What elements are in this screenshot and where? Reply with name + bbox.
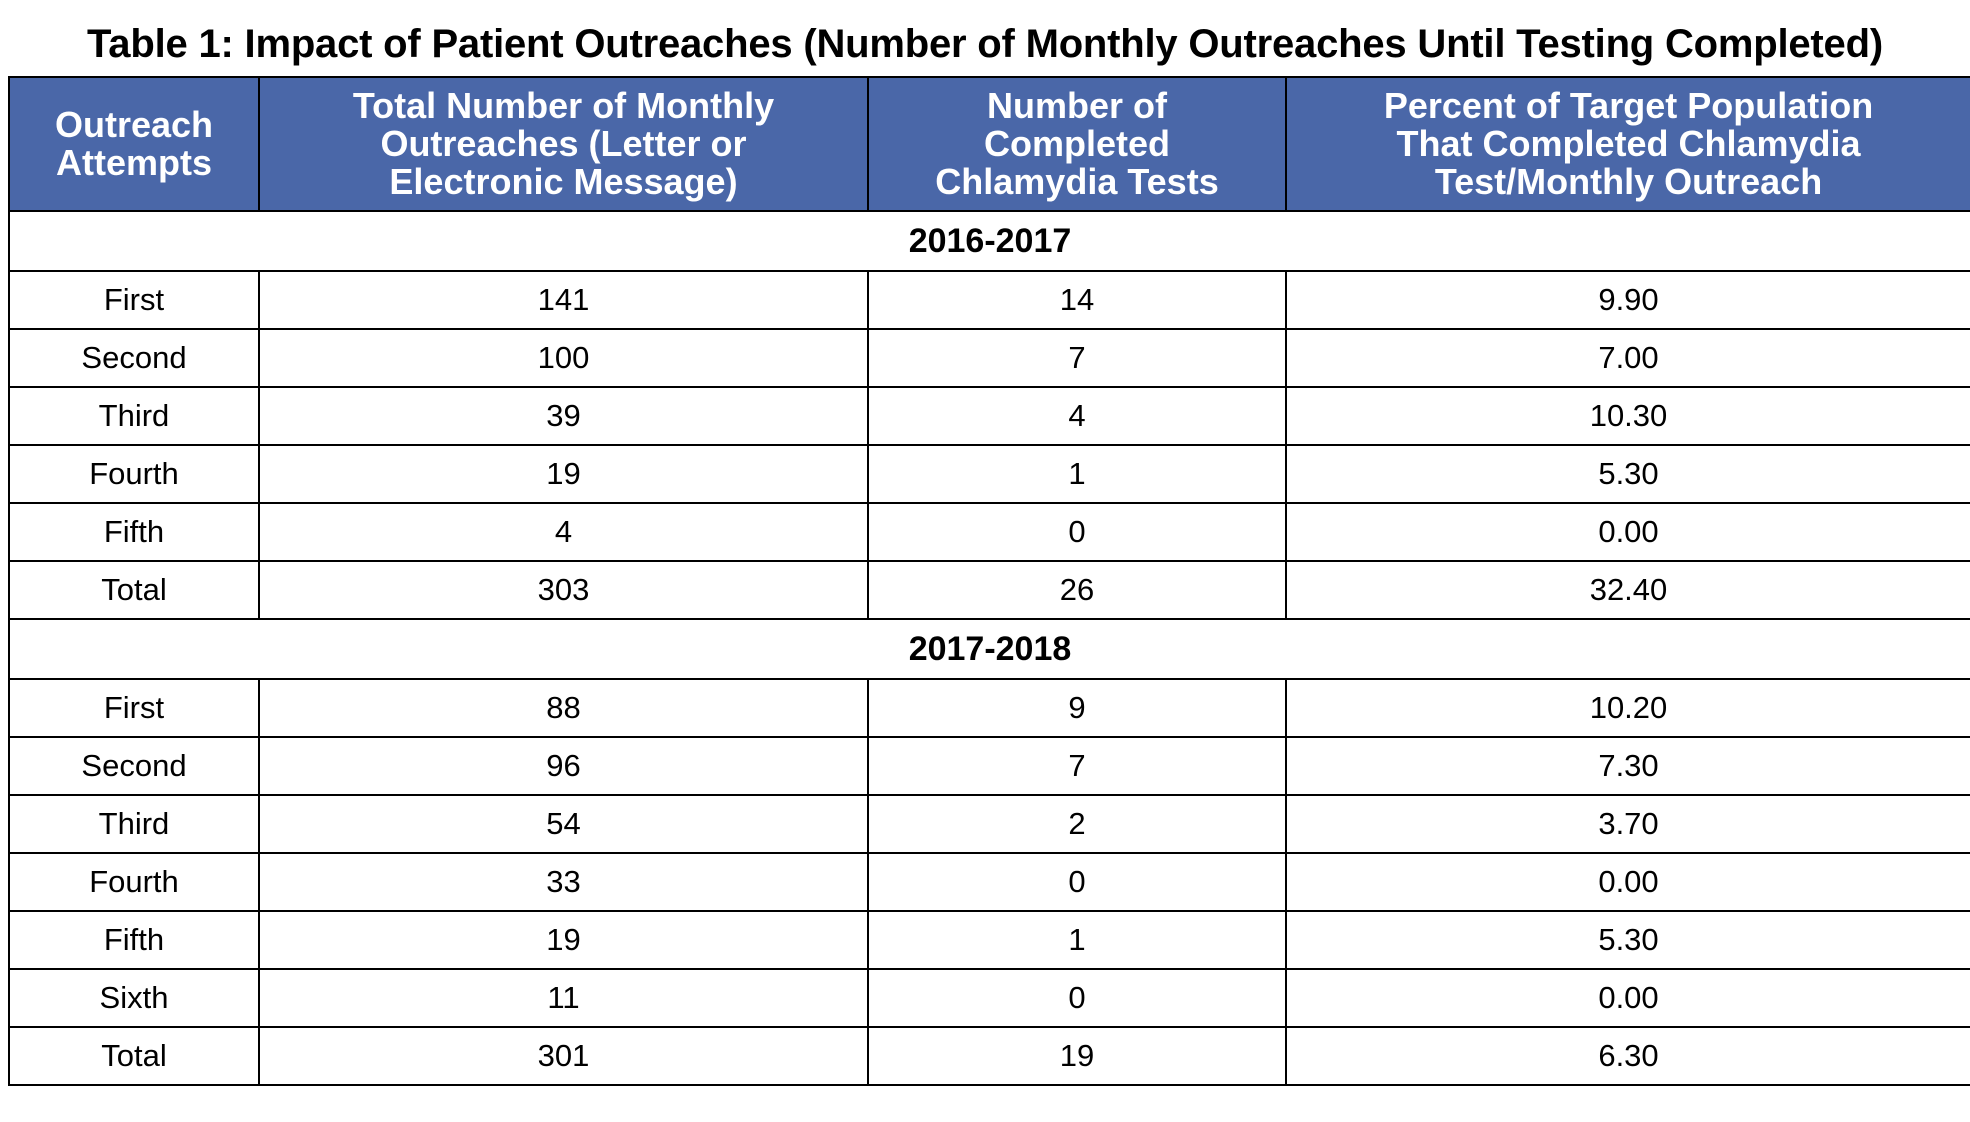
cell-outreach-attempt: Second (9, 737, 259, 795)
cell-completed-tests: 4 (868, 387, 1286, 445)
table-row (9, 329, 1970, 387)
cell-completed-tests: 7 (868, 737, 1286, 795)
cell-percent-completed: 7.00 (1286, 329, 1970, 387)
cell-outreach-attempt: Third (9, 795, 259, 853)
section-row (9, 619, 1970, 679)
header-row (9, 77, 1970, 211)
cell-outreach-attempt: Total (9, 1027, 259, 1085)
cell-outreach-attempt: Sixth (9, 969, 259, 1027)
cell-outreach-attempt: First (9, 679, 259, 737)
cell-total-outreaches: 39 (259, 387, 868, 445)
table-row (9, 503, 1970, 561)
cell-total-outreaches: 301 (259, 1027, 868, 1085)
section-label: 2016-2017 (9, 211, 1970, 271)
cell-completed-tests: 1 (868, 445, 1286, 503)
cell-completed-tests: 0 (868, 969, 1286, 1027)
cell-percent-completed: 5.30 (1286, 911, 1970, 969)
cell-outreach-attempt: Total (9, 561, 259, 619)
cell-completed-tests: 0 (868, 503, 1286, 561)
cell-total-outreaches: 141 (259, 271, 868, 329)
cell-percent-completed: 0.00 (1286, 853, 1970, 911)
cell-percent-completed: 32.40 (1286, 561, 1970, 619)
cell-total-outreaches: 4 (259, 503, 868, 561)
cell-completed-tests: 19 (868, 1027, 1286, 1085)
cell-outreach-attempt: Fifth (9, 911, 259, 969)
cell-percent-completed: 6.30 (1286, 1027, 1970, 1085)
cell-completed-tests: 14 (868, 271, 1286, 329)
cell-outreach-attempt: First (9, 271, 259, 329)
table-title: Table 1: Impact of Patient Outreaches (Number of Monthly Outreaches Until Testing Completed) (87, 22, 1883, 66)
cell-outreach-attempt: Fourth (9, 445, 259, 503)
cell-percent-completed: 9.90 (1286, 271, 1970, 329)
cell-completed-tests: 9 (868, 679, 1286, 737)
table-row (9, 271, 1970, 329)
cell-outreach-attempt: Fourth (9, 853, 259, 911)
table-row (9, 445, 1970, 503)
cell-total-outreaches: 54 (259, 795, 868, 853)
cell-percent-completed: 10.20 (1286, 679, 1970, 737)
table-row (9, 387, 1970, 445)
cell-total-outreaches: 96 (259, 737, 868, 795)
cell-percent-completed: 5.30 (1286, 445, 1970, 503)
header-percent-target-population: Percent of Target Population That Completed Chlamydia Test/Monthly Outreach (1286, 77, 1970, 211)
table-row (9, 911, 1970, 969)
header-total-monthly-outreaches: Total Number of Monthly Outreaches (Letter or Electronic Message) (259, 77, 868, 211)
cell-outreach-attempt: Third (9, 387, 259, 445)
cell-completed-tests: 7 (868, 329, 1286, 387)
cell-completed-tests: 2 (868, 795, 1286, 853)
cell-percent-completed: 10.30 (1286, 387, 1970, 445)
cell-completed-tests: 0 (868, 853, 1286, 911)
cell-total-outreaches: 100 (259, 329, 868, 387)
table-row (9, 737, 1970, 795)
cell-total-outreaches: 33 (259, 853, 868, 911)
table-row (9, 561, 1970, 619)
outreach-impact-table (8, 76, 1970, 1086)
table-row (9, 795, 1970, 853)
cell-total-outreaches: 19 (259, 911, 868, 969)
cell-outreach-attempt: Second (9, 329, 259, 387)
cell-completed-tests: 1 (868, 911, 1286, 969)
table-row (9, 969, 1970, 1027)
section-row (9, 211, 1970, 271)
table-row (9, 1027, 1970, 1085)
cell-total-outreaches: 19 (259, 445, 868, 503)
cell-total-outreaches: 11 (259, 969, 868, 1027)
table-row (9, 679, 1970, 737)
section-label: 2017-2018 (9, 619, 1970, 679)
cell-percent-completed: 3.70 (1286, 795, 1970, 853)
header-outreach-attempts: Outreach Attempts (9, 77, 259, 211)
cell-percent-completed: 0.00 (1286, 503, 1970, 561)
header-completed-chlamydia-tests: Number of Completed Chlamydia Tests (868, 77, 1286, 211)
cell-total-outreaches: 88 (259, 679, 868, 737)
cell-outreach-attempt: Fifth (9, 503, 259, 561)
cell-completed-tests: 26 (868, 561, 1286, 619)
cell-percent-completed: 7.30 (1286, 737, 1970, 795)
table-body (9, 211, 1970, 1085)
table-row (9, 853, 1970, 911)
cell-total-outreaches: 303 (259, 561, 868, 619)
cell-percent-completed: 0.00 (1286, 969, 1970, 1027)
